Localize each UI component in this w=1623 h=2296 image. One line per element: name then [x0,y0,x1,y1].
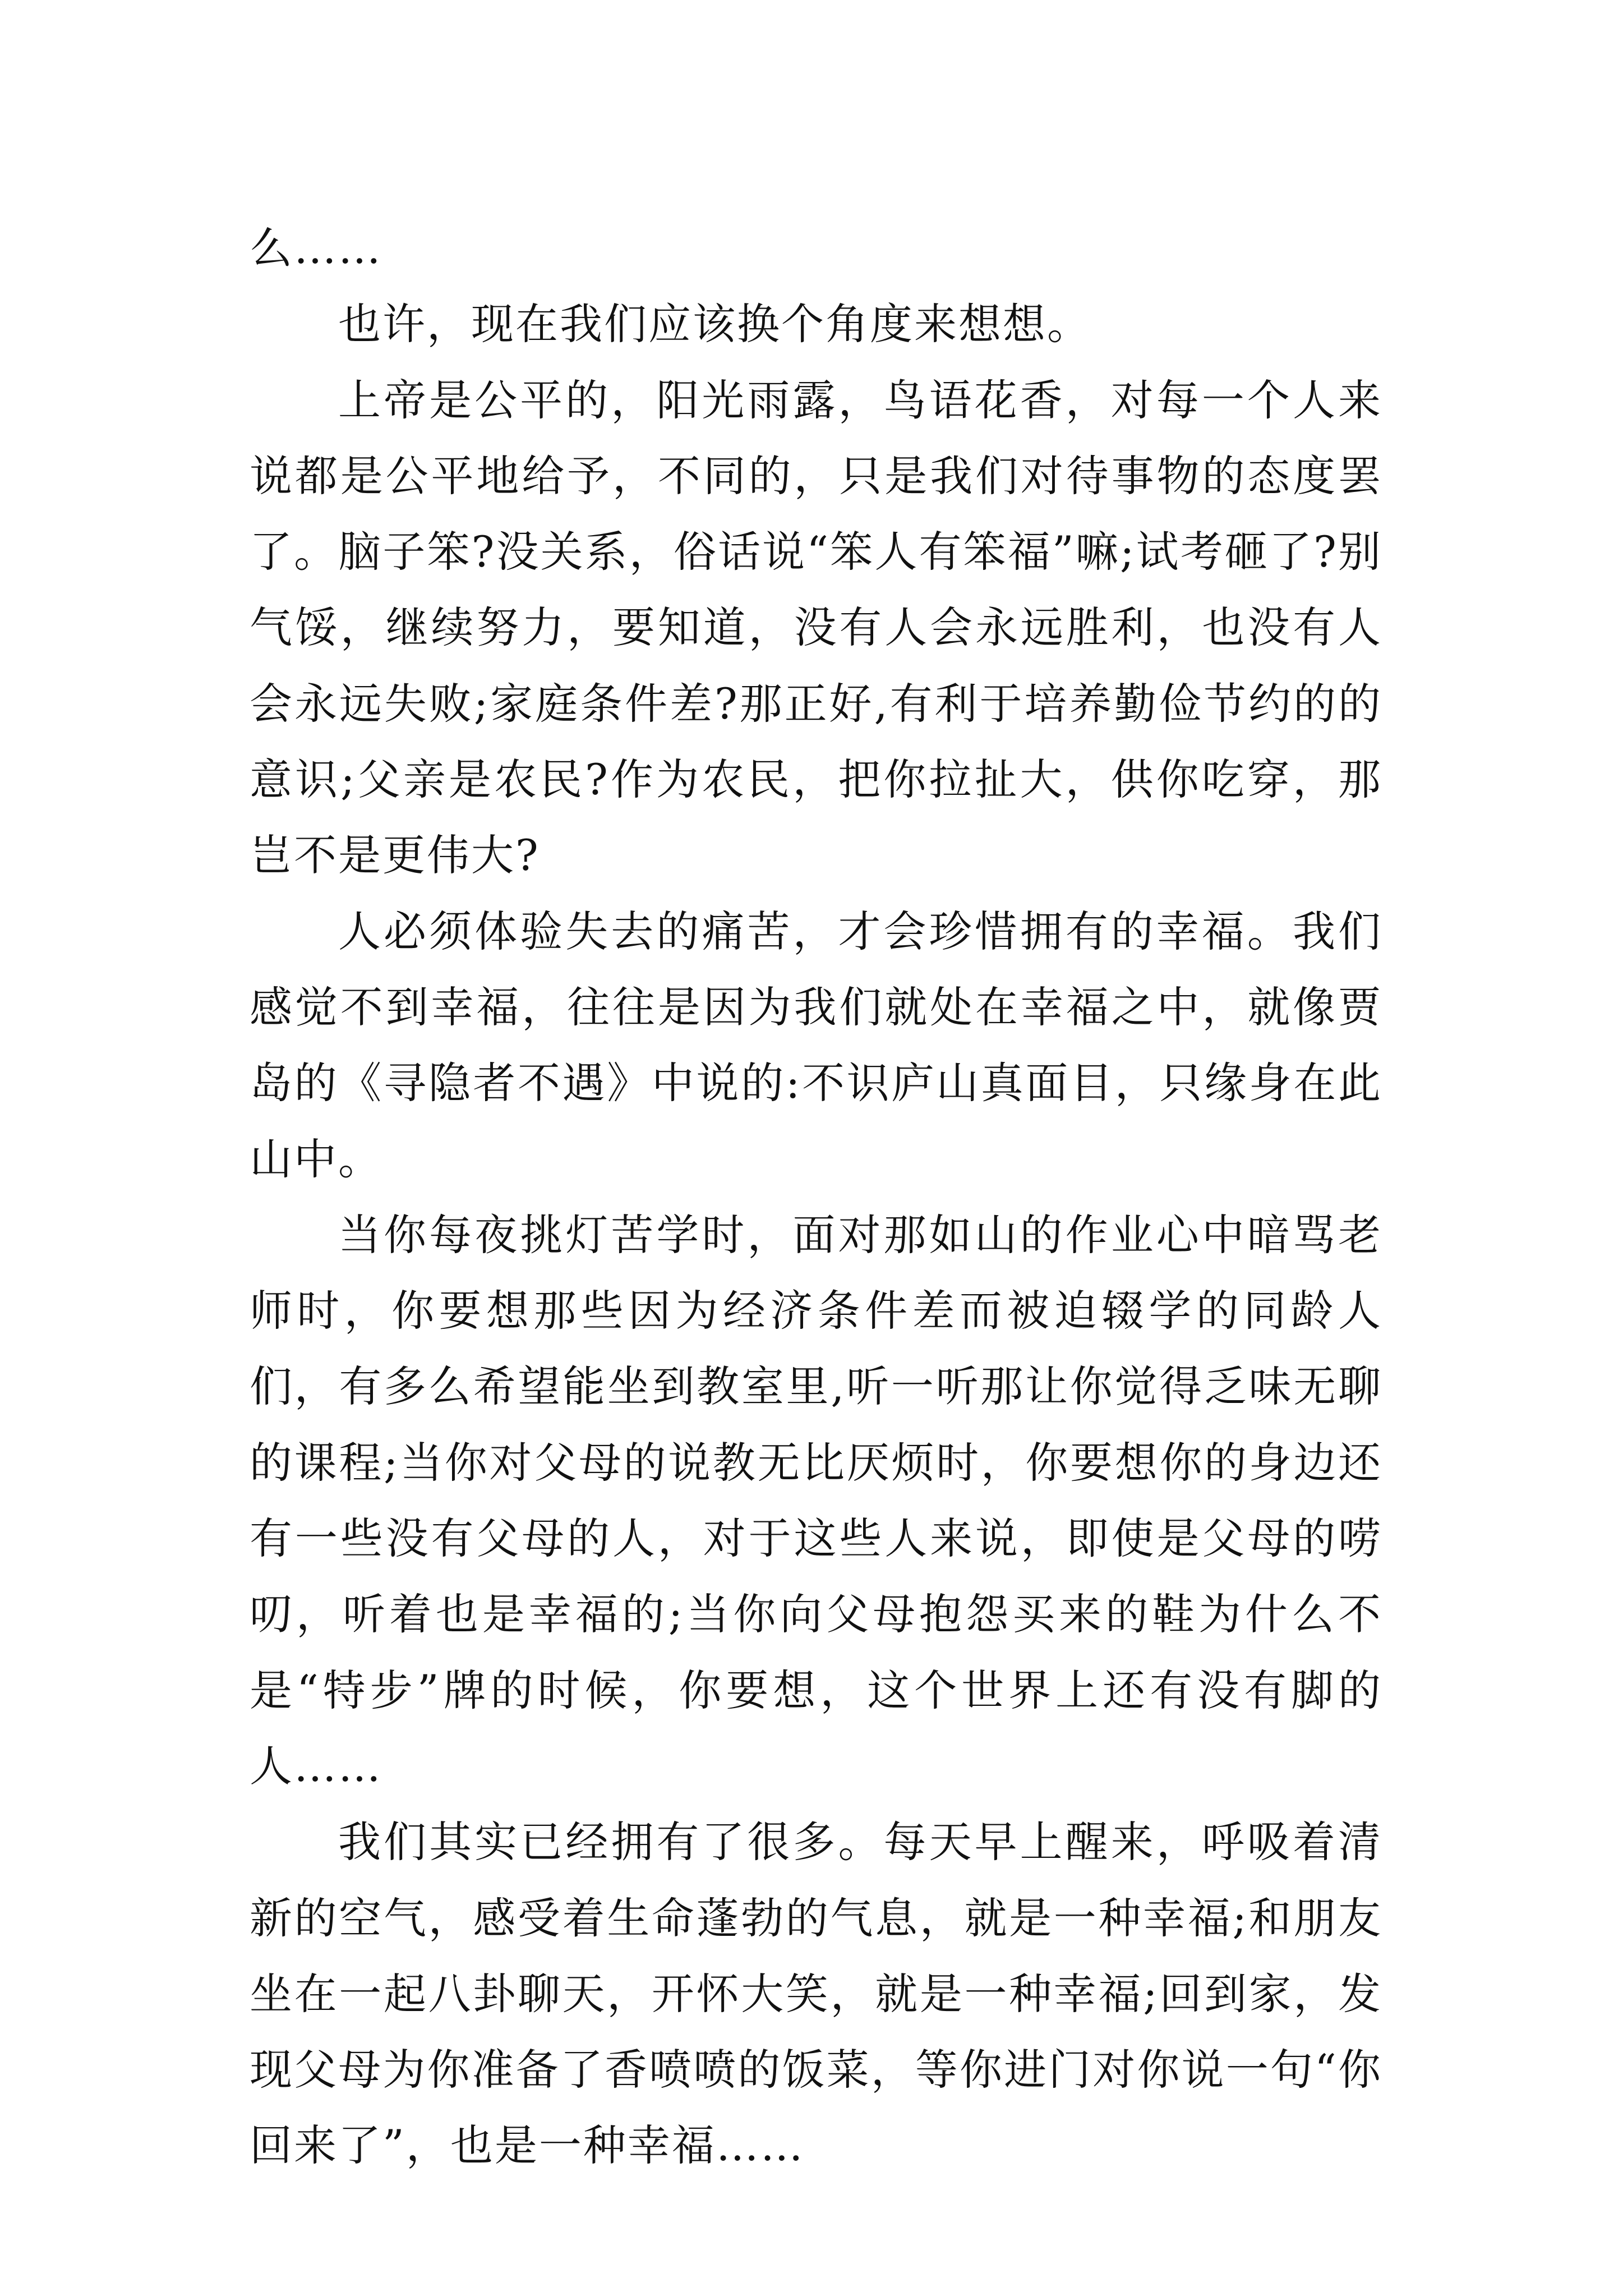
document-body [250,210,1382,2184]
paragraph-3: 上帝是公平的，阳光雨露，鸟语花香，对每一个人来说都是公平地给予，不同的，只是我们对待事物的态度罢了。脑子笨?没关系，俗话说“笨人有笨福”嘛;试考砸了?别气馁，继续努力，要知道，没有人会永远胜利，也没有人会永远失败;家庭条件差?那正好,有利于培养勤俭节约的的意识;父亲是农民?作为农民，把你拉扯大，供你吃穿，那岂不是更伟大? [250,375,1382,881]
paragraph-2: 也许，现在我们应该换个角度来想想。 [338,299,1091,349]
paragraph-1: 么…… [250,223,382,273]
paragraph-4: 人必须体验失去的痛苦，才会珍惜拥有的幸福。我们感觉不到幸福，往往是因为我们就处在幸福之中，就像贾岛的《寻隐者不遇》中说的:不识庐山真面目，只缘身在此山中。 [250,906,1382,1184]
paragraph-6: 我们其实已经拥有了很多。每天早上醒来，呼吸着清新的空气，感受着生命蓬勃的气息，就是一种幸福;和朋友坐在一起八卦聊天，开怀大笑，就是一种幸福;回到家，发现父母为你准备了香喷喷的饭菜，等你进门对你说一句“你回来了”，也是一种幸福…… [250,1817,1382,2171]
paragraph-5: 当你每夜挑灯苦学时，面对那如山的作业心中暗骂老师时，你要想那些因为经济条件差而被迫辍学的同龄人们，有多么希望能坐到教室里,听一听那让你觉得乏味无聊的课程;当你对父母的说教无比厌烦时，你要想你的身边还有一些没有父母的人，对于这些人来说，即使是父母的唠叨，听着也是幸福的;当你向父母抱怨买来的鞋为什么不是“特步”牌的时候，你要想，这个世界上还有没有脚的人…… [250,1209,1382,1791]
